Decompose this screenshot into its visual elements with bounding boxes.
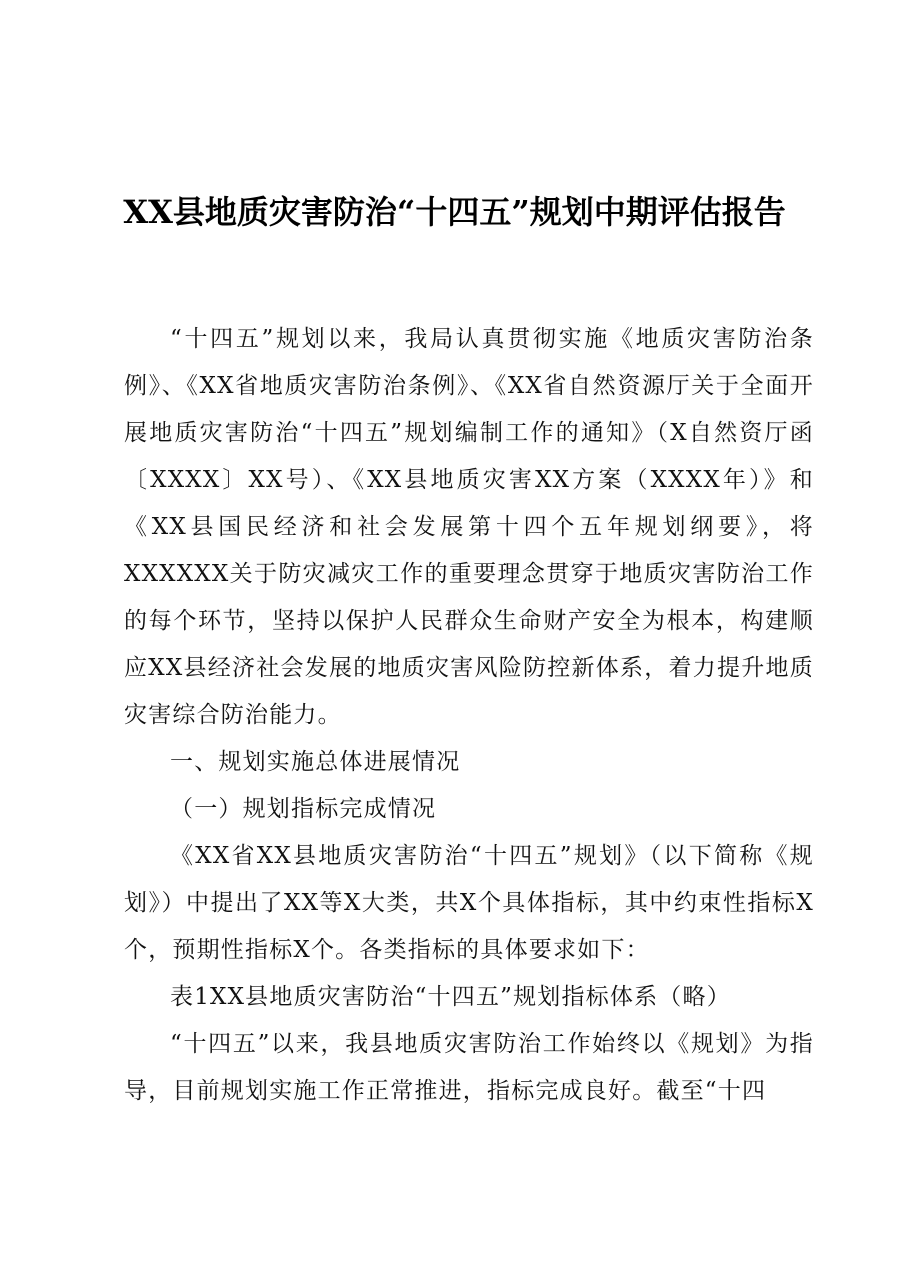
paragraph-intro: “十四五”规划以来，我局认真贯彻实施《地质灾害防治条例》、《XX省地质灾害防治条例》、《XX省自然资源厅关于全面开展地质灾害防治“十四五”规划编制工作的通知》（X自然资厅函〔XXXX〕XX号）、《XX县地质灾害XX方案（XXXX年）》和《XX县国民经济和社会发展第十四个五年规划纲要》，将XXXXXX关于防灾减灾工作的重要理念贯穿于地质灾害防治工作的每个环节，坚持以保护人民群众生命财产安全为根本，构建顺应XX县经济社会发展的地质灾害风险防控新体系，着力提升地质灾害综合防治能力。 [124,326,814,728]
paragraph-progress: “十四五”以来，我县地质灾害防治工作始终以《规划》为指导，目前规划实施工作正常推进，指标完成良好。截至“十四 [124,1031,814,1104]
document-body [124,316,814,1115]
section-heading-1: 一、规划实施总体进展情况 [170,749,461,775]
paragraph-indicators: 《XX省XX县地质灾害防治“十四五”规划》（以下简称《规划》）中提出了XX等X大类，共X个具体指标，其中约束性指标X个，预期性指标X个。各类指标的具体要求如下： [124,843,814,963]
document-title: XX县地质灾害防治“十四五”规划中期评估报告 [123,193,786,231]
subsection-heading-1: （一）规划指标完成情况 [170,796,437,822]
table-caption: 表1XX县地质灾害防治“十四五”规划指标体系（略） [170,984,731,1010]
